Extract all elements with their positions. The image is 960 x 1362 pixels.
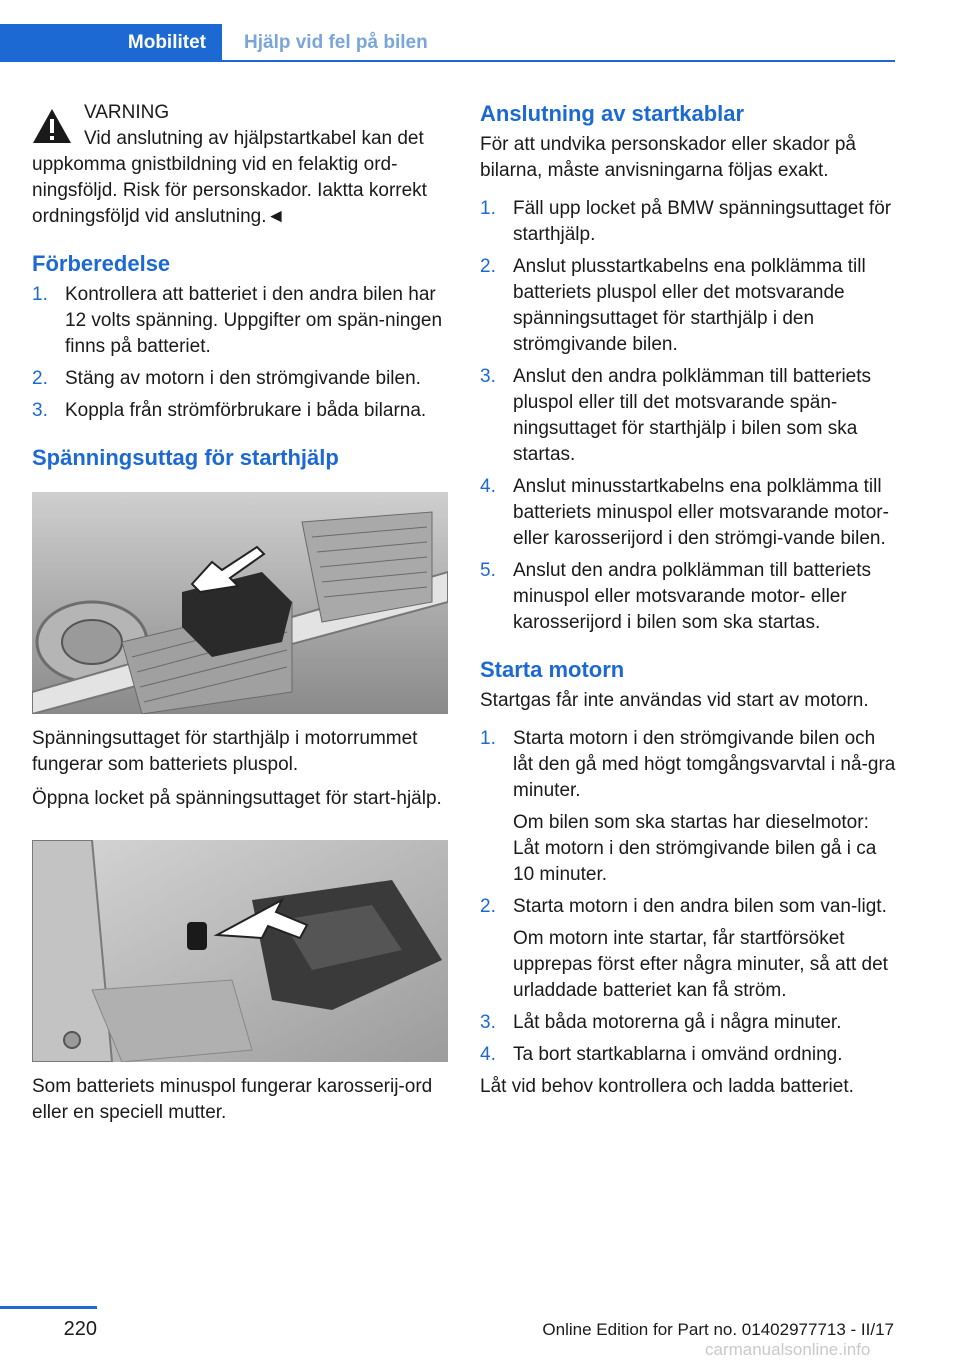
step-text: Låt båda motorerna gå i några minuter. bbox=[513, 1012, 842, 1033]
list-item bbox=[480, 894, 900, 1004]
header-rule bbox=[222, 60, 895, 62]
list-item bbox=[480, 364, 900, 468]
step-text: Anslut plusstartkabelns ena polklämma till batteriets pluspol eller det motsvarande spänningsuttaget för starthjälp i den strömgivande bilen. bbox=[513, 256, 866, 355]
step-number: 3. bbox=[480, 366, 496, 387]
step-text: Ta bort startkablarna i omvänd ordning. bbox=[513, 1044, 843, 1065]
list-item bbox=[480, 726, 900, 888]
start-intro: Startgas får inte användas vid start av motorn. bbox=[480, 690, 869, 711]
closing-text: Låt vid behov kontrollera och ladda batteriet. bbox=[480, 1076, 854, 1097]
prep-steps bbox=[32, 282, 450, 424]
right-column bbox=[480, 100, 900, 1108]
step-number: 1. bbox=[480, 198, 496, 219]
step-number: 4. bbox=[480, 1044, 496, 1065]
step-text: Starta motorn i den andra bilen som van-ligt. bbox=[513, 896, 887, 917]
step-number: 5. bbox=[480, 560, 496, 581]
list-item bbox=[480, 558, 900, 636]
chapter-tab: Hjälp vid fel på bilen bbox=[244, 32, 428, 53]
step-text: Koppla från strömförbrukare i båda bilarna. bbox=[65, 400, 427, 421]
prep-heading: Förberedelse bbox=[32, 251, 171, 276]
cables-heading: Anslutning av startkablar bbox=[480, 101, 745, 126]
step-text: Anslut minusstartkabelns ena polklämma till batteriets minuspol eller motsvarande motor- eller karosserijord i den strömgi-vande bilen. bbox=[513, 476, 889, 549]
left-column bbox=[32, 100, 450, 1134]
list-item bbox=[480, 1042, 900, 1068]
list-item bbox=[480, 474, 900, 552]
step-text: Anslut den andra polklämman till batteriets minuspol eller motsvarande motor- eller karosserijord i bilen som ska startas. bbox=[513, 560, 872, 633]
step-text: Fäll upp locket på BMW spänningsuttaget för starthjälp. bbox=[513, 198, 892, 245]
step-note: Om motorn inte startar, får startförsöket upprepas först efter några minuter, så att det urladdade batteriet kan få ström. bbox=[513, 928, 888, 1001]
list-item bbox=[480, 254, 900, 358]
cable-steps bbox=[480, 196, 900, 636]
list-item bbox=[32, 366, 450, 392]
cables-intro: För att undvika personskador eller skador på bilarna, måste anvisningarna följas exakt. bbox=[480, 134, 856, 181]
socket-heading: Spänningsuttag för starthjälp bbox=[32, 445, 339, 470]
step-text: Kontrollera att batteriet i den andra bilen har 12 volts spänning. Uppgifter om spän-ningen finns på batteriet. bbox=[65, 284, 443, 357]
edition-note: Online Edition for Part no. 01402977713 - II/17 bbox=[542, 1320, 894, 1339]
step-number: 2. bbox=[480, 256, 496, 277]
warning-icon bbox=[32, 108, 72, 144]
step-number: 1. bbox=[32, 284, 48, 305]
step-text: Stäng av motorn i den strömgivande bilen. bbox=[65, 368, 421, 389]
step-note: Om bilen som ska startas har dieselmotor: Låt motorn i den strömgivande bilen gå i ca 10 minuter. bbox=[513, 812, 877, 885]
step-number: 1. bbox=[480, 728, 496, 749]
list-item bbox=[32, 282, 450, 360]
list-item bbox=[480, 196, 900, 248]
step-number: 3. bbox=[32, 400, 48, 421]
ground-nut-photo bbox=[32, 840, 448, 1062]
step-number: 2. bbox=[32, 368, 48, 389]
section-tab: Mobilitet bbox=[0, 24, 222, 62]
warning-block bbox=[32, 100, 450, 230]
start-heading: Starta motorn bbox=[480, 657, 625, 682]
footer-rule bbox=[0, 1306, 97, 1309]
step-text: Starta motorn i den strömgivande bilen och låt den gå med högt tomgångsvarvtal i nå-gra minuter. bbox=[513, 728, 896, 801]
page-number: 220 bbox=[63, 1318, 97, 1340]
start-steps bbox=[480, 726, 900, 1068]
list-item bbox=[32, 398, 450, 424]
step-number: 3. bbox=[480, 1012, 496, 1033]
engine-bay-socket-photo bbox=[32, 492, 448, 714]
warning-text: Vid anslutning av hjälpstartkabel kan det uppkomma gnistbildning vid en felaktig ord-ningsföljd. Risk för personskador. Iaktta korrekt ordningsföljd vid anslutning.◄ bbox=[32, 128, 427, 227]
socket-caption-1: Spänningsuttaget för starthjälp i motorrummet fungerar som batteriets pluspol. bbox=[32, 728, 418, 775]
socket-caption-2: Öppna locket på spänningsuttaget för start-hjälp. bbox=[32, 788, 442, 809]
ground-caption: Som batteriets minuspol fungerar karosserij-ord eller en speciell mutter. bbox=[32, 1076, 433, 1123]
list-item bbox=[480, 1010, 900, 1036]
step-text: Anslut den andra polklämman till batteriets pluspol eller till det motsvarande spän-ningsuttaget för starthjälp i bilen som ska startas. bbox=[513, 366, 872, 465]
page-header bbox=[0, 0, 960, 62]
step-number: 2. bbox=[480, 896, 496, 917]
step-number: 4. bbox=[480, 476, 496, 497]
watermark: carmanualsonline.info bbox=[705, 1340, 871, 1359]
warning-title: VARNING bbox=[84, 102, 170, 123]
